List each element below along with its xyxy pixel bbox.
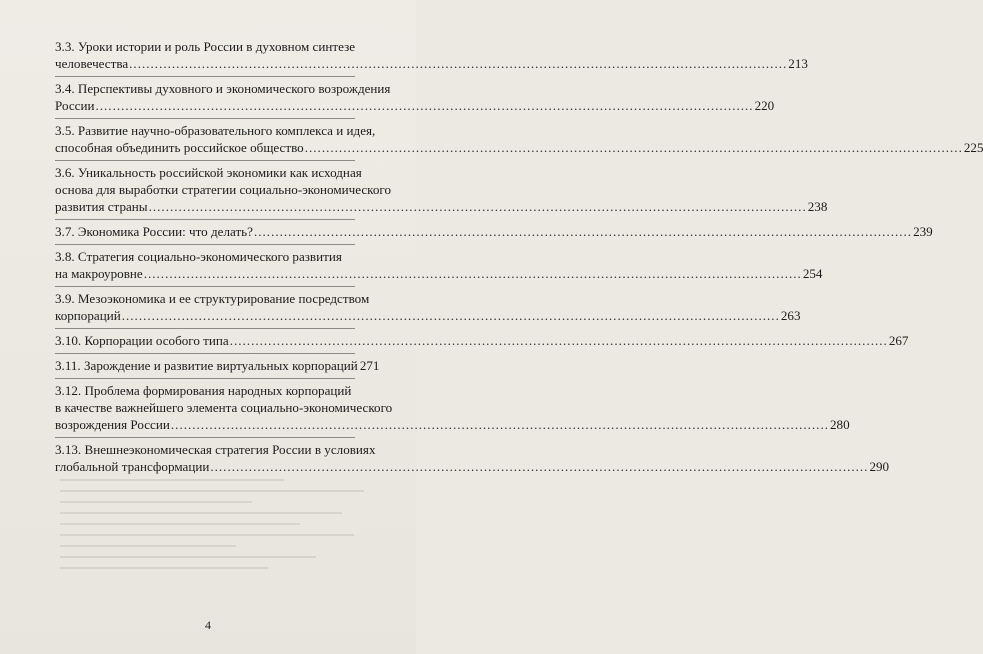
dot-leader [171,416,829,433]
toc-entry-title-line: возрождения России [55,417,170,432]
toc-entry-last-line [55,198,828,215]
dot-leader [305,139,963,156]
dot-leader [95,97,753,114]
toc-entry-last-line [55,416,850,433]
toc-page-number: 213 [788,56,808,71]
toc-entry-title-line: 3.8. Стратегия социально-экономического развития [55,249,342,264]
toc-page-number: 238 [807,199,828,214]
toc-page-number: 290 [869,459,890,474]
toc-entry-last-line [55,55,808,72]
toc-entry-title-line: на макроуровне [55,266,143,281]
toc-entry-title-line: 3.5. Развитие научно-образовательного комплекса и идея, [55,123,376,138]
toc-entry-title-line: 3.10. Корпорации особого типа [55,333,229,348]
toc-entry-title-line: глобальной трансформации [55,459,210,474]
toc-entry-last-line [55,332,909,349]
dot-leader [149,198,807,215]
toc-entry [55,35,808,77]
toc-page-number: 254 [802,266,823,281]
toc-entry [55,287,801,329]
toc-entry-title-line: 3.11. Зарождение и развитие виртуальных корпораций [55,358,358,373]
toc-entry [55,77,775,119]
toc-entry-title-line: 3.13. Внешнеэкономическая стратегия России в условиях [55,442,376,457]
toc-entry-title-line: России [55,98,95,113]
toc-page-number: 271 [359,358,380,373]
toc-entry-title-line: корпораций [55,308,121,323]
toc-entry-title-line: основа для выработки стратегии социально-экономического [55,182,392,197]
dot-leader [230,332,888,349]
toc-page-number: 280 [830,417,850,432]
toc-entry-title-line: 3.6. Уникальность российской экономики как исходная [55,165,362,180]
dot-leader [144,265,802,282]
toc-entry [55,161,828,220]
dot-leader [122,307,780,324]
toc-entry-title-line: в качестве важнейшего элемента социально-экономического [55,400,393,415]
toc-entry-title-line: 3.4. Перспективы духовного и экономического возрождения [55,81,391,96]
toc-entry [55,329,909,354]
bleed-through-shadow [60,470,380,600]
toc-entry-title-line: способная объединить российское общество [55,140,304,155]
toc-entry [55,119,983,161]
toc-entry [55,438,890,479]
toc-entry [55,220,933,245]
table-of-contents [55,35,983,479]
toc-page-number: 263 [780,308,801,323]
toc-entry-last-line [55,223,933,240]
dot-leader [254,223,912,240]
toc-page-number: 220 [754,98,775,113]
toc-entry-title-line: человечества [55,56,129,71]
toc-entry-last-line [55,97,775,114]
dot-leader [129,55,787,72]
toc-entry-title-line: развития страны [55,199,148,214]
toc-entry [55,354,380,379]
toc-entry-last-line [55,307,801,324]
toc-entry [55,245,823,287]
toc-entry-title-line: 3.3. Уроки истории и роль России в духовном синтезе [55,39,356,54]
toc-page-number: 267 [888,333,909,348]
toc-entry-last-line [55,458,890,475]
toc-page-number: 225 [963,140,983,155]
dot-leader [210,458,868,475]
toc-entry [55,379,850,438]
page-number: 4 [205,618,211,632]
toc-entry-last-line [55,357,380,374]
toc-entry-last-line [55,265,823,282]
toc-entry-last-line [55,139,983,156]
toc-entry-title-line: 3.9. Мезоэкономика и ее структурирование посредством [55,291,370,306]
toc-entry-title-line: 3.12. Проблема формирования народных корпораций [55,383,352,398]
toc-entry-title-line: 3.7. Экономика России: что делать? [55,224,253,239]
toc-page-number: 239 [913,224,933,239]
